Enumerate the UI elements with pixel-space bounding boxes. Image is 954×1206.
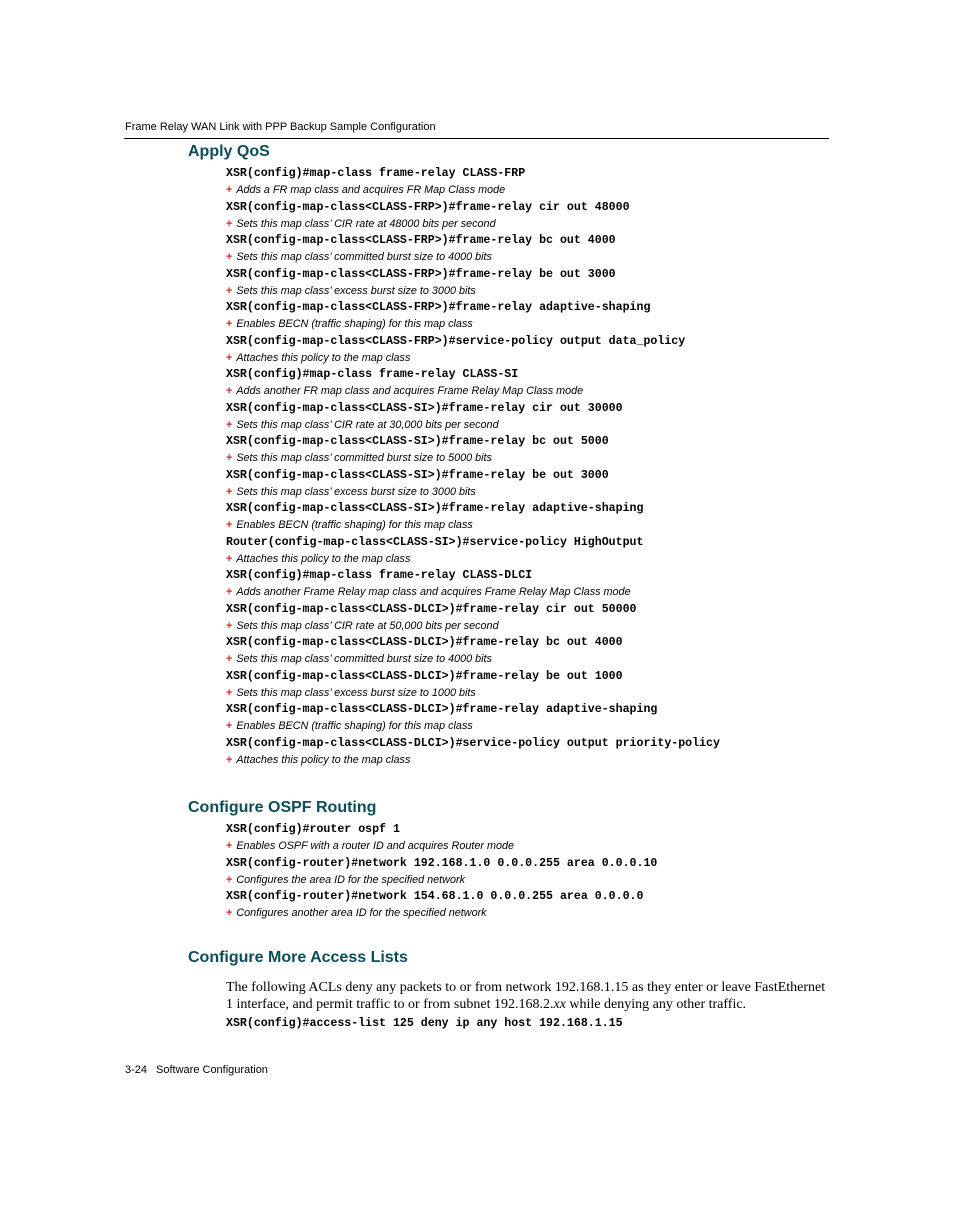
plus-bullet-icon: + — [226, 686, 233, 699]
command-note — [226, 419, 720, 436]
command-note-text: Enables BECN (traffic shaping) for this map class — [236, 318, 473, 330]
command-note — [226, 251, 720, 268]
command-note — [226, 653, 720, 670]
plus-bullet-icon: + — [226, 619, 233, 632]
command-note — [226, 285, 720, 302]
command-note-text: Attaches this policy to the map class — [236, 753, 411, 766]
command-note — [226, 352, 720, 369]
command-note-text: Sets this map class’ excess burst size to 3000 bits — [236, 485, 476, 498]
command-line: XSR(config-map-class<CLASS-DLCI>)#frame-relay bc out 4000 — [226, 636, 623, 649]
command-line: XSR(config-map-class<CLASS-FRP>)#frame-relay be out 3000 — [226, 267, 616, 281]
command-note-text: Configures another area ID for the specified network — [236, 907, 487, 919]
page-footer — [125, 1064, 268, 1076]
plus-bullet-icon: + — [226, 251, 233, 263]
command-note-text: Enables BECN (traffic shaping) for this map class — [236, 519, 473, 531]
plus-bullet-icon: + — [226, 452, 233, 464]
command-line: XSR(config-router)#network 192.168.1.0 0.0.0.255 area 0.0.0.10 — [226, 856, 658, 870]
command-line: XSR(config)#map-class frame-relay CLASS-FRP — [226, 167, 526, 180]
command-note-text: Sets this map class’ CIR rate at 50,000 bits per second — [236, 619, 499, 632]
plus-bullet-icon: + — [226, 184, 233, 196]
command-note-text: Adds a FR map class and acquires FR Map Class mode — [236, 184, 506, 196]
plus-bullet-icon: + — [226, 318, 233, 330]
command-line: XSR(config)#router ospf 1 — [226, 823, 400, 836]
acl-paragraph-after: while denying any other traffic. — [565, 997, 747, 1012]
qos-command-list — [226, 167, 720, 770]
plus-bullet-icon: + — [226, 519, 233, 531]
command-note — [226, 874, 657, 891]
command-note — [226, 318, 720, 335]
plus-bullet-icon: + — [226, 907, 233, 919]
acl-paragraph-before: The following ACLs deny any packets to or from network 192.168.1.15 as they enter or leave FastEthernet 1 interface, and permit traffic to or from subnet 192.168.2. — [226, 980, 826, 1012]
command-line: XSR(config-map-class<CLASS-FRP>)#frame-relay bc out 4000 — [226, 234, 616, 247]
command-note-text: Sets this map class’ CIR rate at 30,000 bits per second — [236, 418, 499, 431]
command-line: XSR(config-map-class<CLASS-DLCI>)#frame-relay adaptive-shaping — [226, 703, 658, 716]
plus-bullet-icon: + — [226, 284, 233, 297]
command-line: XSR(config-map-class<CLASS-SI>)#frame-relay cir out 30000 — [226, 401, 623, 415]
command-note-text: Attaches this policy to the map class — [236, 351, 411, 364]
command-line: XSR(config-map-class<CLASS-FRP>)#frame-relay adaptive-shaping — [226, 301, 651, 314]
command-note — [226, 840, 657, 857]
footer-section-name: Software Configuration — [156, 1064, 268, 1076]
command-note — [226, 754, 720, 771]
section-title-configure-acl: Configure More Access Lists — [188, 949, 408, 966]
plus-bullet-icon: + — [226, 840, 233, 852]
command-note-text: Enables BECN (traffic shaping) for this map class — [236, 720, 473, 732]
command-note-text: Enables OSPF with a router ID and acquires Router mode — [236, 840, 514, 852]
command-note — [226, 586, 720, 603]
command-line: XSR(config-map-class<CLASS-SI>)#frame-relay adaptive-shaping — [226, 502, 644, 515]
command-line: XSR(config-map-class<CLASS-DLCI>)#frame-relay cir out 50000 — [226, 602, 637, 616]
plus-bullet-icon: + — [226, 552, 233, 565]
command-note — [226, 519, 720, 536]
command-note — [226, 620, 720, 637]
plus-bullet-icon: + — [226, 485, 233, 498]
plus-bullet-icon: + — [226, 873, 233, 886]
command-note-text: Sets this map class’ committed burst size to 5000 bits — [236, 452, 492, 464]
command-note — [226, 184, 720, 201]
section-configure-acl — [188, 949, 828, 1034]
plus-bullet-icon: + — [226, 753, 233, 766]
command-note-text: Adds another FR map class and acquires Frame Relay Map Class mode — [236, 385, 584, 397]
command-note-text: Sets this map class’ committed burst size to 4000 bits — [236, 251, 492, 263]
plus-bullet-icon: + — [226, 217, 233, 230]
plus-bullet-icon: + — [226, 653, 233, 665]
acl-command: XSR(config)#access-list 125 deny ip any host 192.168.1.15 — [226, 1017, 623, 1030]
acl-paragraph-italic: xx — [553, 997, 566, 1012]
plus-bullet-icon: + — [226, 351, 233, 364]
command-note — [226, 907, 657, 924]
plus-bullet-icon: + — [226, 586, 233, 598]
section-title-apply-qos: Apply QoS — [188, 143, 270, 160]
plus-bullet-icon: + — [226, 418, 233, 431]
command-line: XSR(config-router)#network 154.68.1.0 0.0.0.255 area 0.0.0.0 — [226, 890, 644, 903]
running-head: Frame Relay WAN Link with PPP Backup Sample Configuration — [125, 121, 436, 133]
command-note — [226, 486, 720, 503]
command-line: XSR(config-map-class<CLASS-FRP>)#service-policy output data_policy — [226, 334, 686, 348]
command-line: XSR(config)#map-class frame-relay CLASS-DLCI — [226, 569, 533, 582]
section-title-configure-ospf: Configure OSPF Routing — [188, 799, 377, 816]
command-note-text: Sets this map class’ CIR rate at 48000 bits per second — [236, 217, 496, 230]
section-configure-ospf — [188, 799, 657, 924]
command-line: XSR(config-map-class<CLASS-SI>)#frame-relay bc out 5000 — [226, 435, 609, 448]
command-note-text: Sets this map class’ committed burst size to 4000 bits — [236, 653, 492, 665]
ospf-command-list — [226, 823, 657, 924]
command-note — [226, 720, 720, 737]
command-note — [226, 385, 720, 402]
plus-bullet-icon: + — [226, 720, 233, 732]
header-rule — [124, 138, 829, 139]
command-line: XSR(config-map-class<CLASS-FRP>)#frame-relay cir out 48000 — [226, 200, 630, 214]
command-note-text: Attaches this policy to the map class — [236, 552, 411, 565]
plus-bullet-icon: + — [226, 385, 233, 397]
command-note — [226, 553, 720, 570]
command-note — [226, 218, 720, 235]
acl-paragraph — [226, 979, 828, 1013]
page-number: 3-24 — [125, 1064, 148, 1076]
command-note — [226, 687, 720, 704]
command-note-text: Adds another Frame Relay map class and acquires Frame Relay Map Class mode — [236, 586, 631, 598]
command-line: XSR(config-map-class<CLASS-DLCI>)#frame-relay be out 1000 — [226, 669, 623, 683]
command-line: XSR(config-map-class<CLASS-SI>)#frame-relay be out 3000 — [226, 468, 609, 482]
command-line: Router(config-map-class<CLASS-SI>)#service-policy HighOutput — [226, 535, 644, 549]
command-note-text: Sets this map class’ excess burst size to 1000 bits — [236, 686, 476, 699]
command-line: XSR(config)#map-class frame-relay CLASS-SI — [226, 368, 519, 381]
command-note-text: Sets this map class’ excess burst size to 3000 bits — [236, 284, 476, 297]
command-line: XSR(config-map-class<CLASS-DLCI>)#service-policy output priority-policy — [226, 736, 720, 750]
section-apply-qos — [188, 143, 720, 770]
command-note-text: Configures the area ID for the specified network — [236, 873, 465, 886]
command-note — [226, 452, 720, 469]
